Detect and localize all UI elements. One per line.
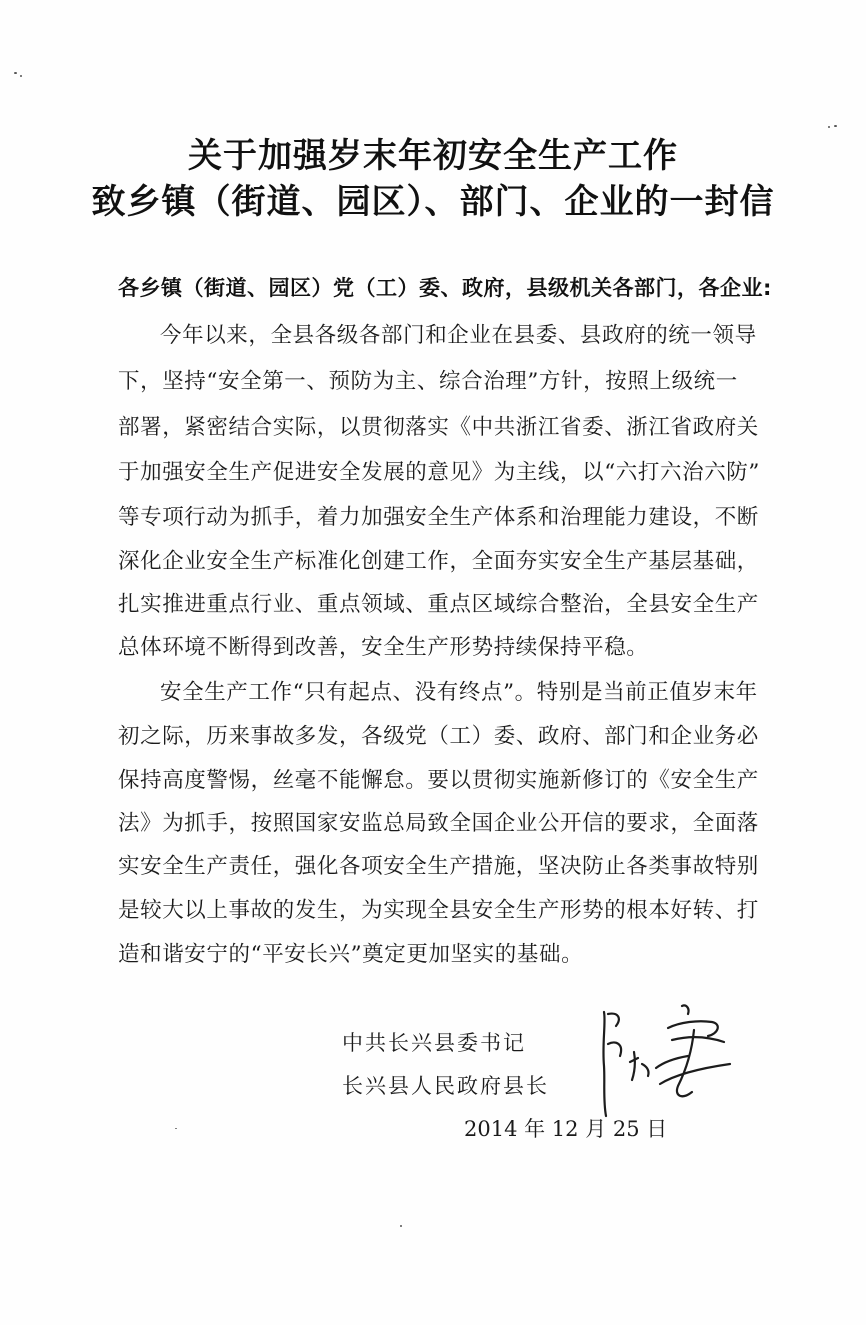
- letter-title-line-2: 致乡镇（街道、园区）、部门、企业的一封信: [91, 182, 775, 222]
- paragraph-line: 于加强安全生产促进安全发展的意见》为主线，以“六打六治六防”: [118, 460, 760, 485]
- paragraph-line: 造和谐安宁的“平安长兴”奠定更加坚实的基础。: [118, 942, 584, 967]
- paragraph-line: 法》为抓手，按照国家安监总局致全国企业公开信的要求，全面落: [118, 811, 759, 836]
- paragraph-line: 部署，紧密结合实际，以贯彻落实《中共浙江省委、浙江省政府关: [118, 415, 759, 440]
- scan-speck: [175, 1128, 177, 1129]
- scan-speck: [14, 72, 17, 74]
- paragraph-line: 初之际，历来事故多发，各级党（工）委、政府、部门和企业务必: [118, 724, 759, 749]
- scan-speck: [834, 125, 837, 127]
- paragraph-line: 总体环境不断得到改善，安全生产形势持续保持平稳。: [118, 635, 649, 660]
- paragraph-line: 安全生产工作“只有起点、没有终点”。特别是当前正值岁末年: [160, 680, 758, 705]
- scan-speck: [20, 75, 22, 77]
- scan-speck: [400, 1225, 402, 1227]
- paragraph-line: 保持高度警惕，丝毫不能懈怠。要以贯彻实施新修订的《安全生产: [118, 768, 759, 793]
- salutation: 各乡镇（街道、园区）党（工）委、政府，县级机关各部门，各企业:: [118, 276, 772, 300]
- paragraph-line: 实安全生产责任，强化各项安全生产措施，坚决防止各类事故特别: [118, 854, 759, 879]
- letter-title-line-1: 关于加强岁末年初安全生产工作: [188, 136, 678, 176]
- signer-county-mayor: 长兴县人民政府县长: [342, 1074, 549, 1098]
- paragraph-line: 是较大以上事故的发生，为实现全县安全生产形势的根本好转、打: [118, 898, 759, 923]
- paragraph-line: 今年以来，全县各级各部门和企业在县委、县政府的统一领导: [160, 323, 757, 348]
- handwritten-signature: [590, 1004, 740, 1124]
- paragraph-line: 下，坚持“安全第一、预防为主、综合治理”方针，按照上级统一: [118, 369, 738, 394]
- paragraph-line: 等专项行动为抓手，着力加强安全生产体系和治理能力建设，不断: [118, 505, 759, 530]
- signer-party-secretary: 中共长兴县委书记: [342, 1031, 526, 1055]
- letter-date: 2014 年 12 月 25 日: [464, 1117, 668, 1141]
- paragraph-line: 深化企业安全生产标准化创建工作，全面夯实安全生产基层基础，: [118, 549, 759, 574]
- paragraph-line: 扎实推进重点行业、重点领域、重点区域综合整治，全县安全生产: [118, 592, 759, 617]
